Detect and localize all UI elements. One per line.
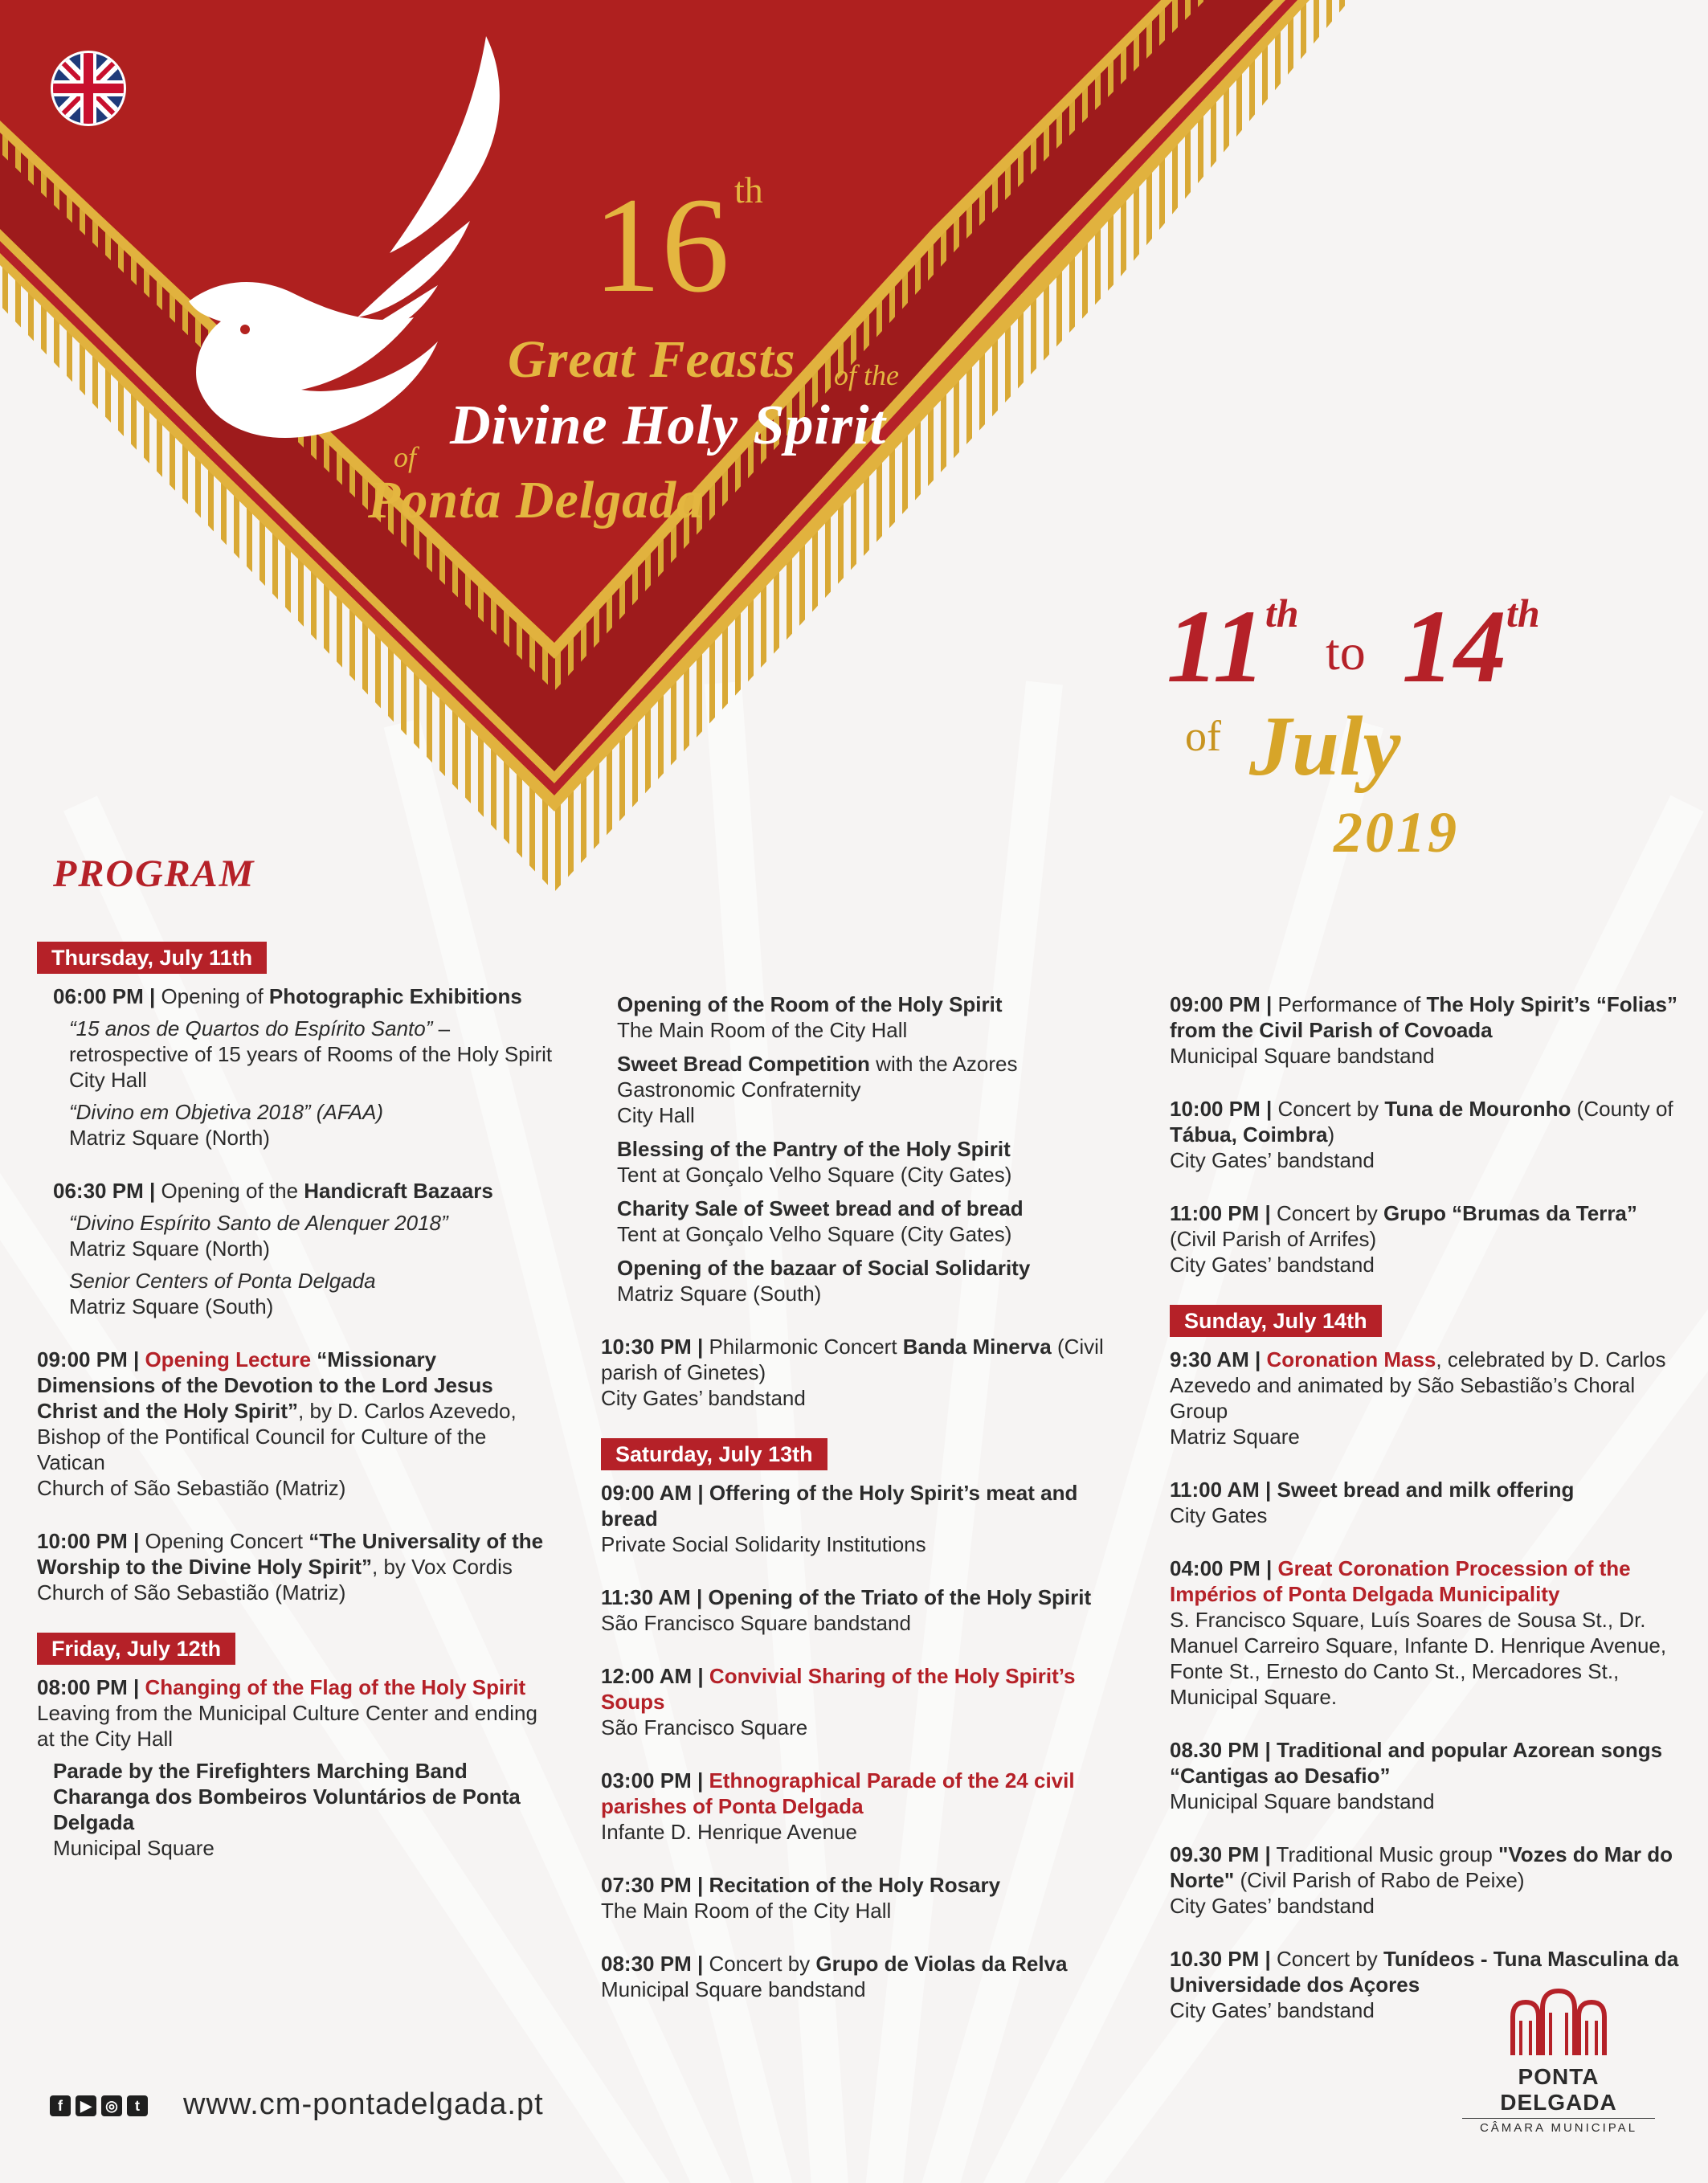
event-item: Opening of the Room of the Holy Spirit The Main Room of the City Hall: [617, 992, 1003, 1042]
event-item: 10:30 PM | Philarmonic Concert Banda Minerva (Civil parish of Ginetes) City Gates’ bandstand: [601, 1335, 1104, 1410]
title-of-the: of the: [834, 359, 899, 391]
event-item: 11:00 PM | Concert by Grupo “Brumas da Terra” (Civil Parish of Arrifes) City Gates’ bandstand: [1170, 1201, 1637, 1277]
event-item: Opening of the bazaar of Social Solidarity Matriz Square (South): [617, 1256, 1031, 1306]
twitter-icon[interactable]: t: [127, 2095, 148, 2116]
edition-number: 16 $^{th}$: [593, 170, 763, 321]
day-header-sunday: Sunday, July 14th: [1170, 1305, 1382, 1337]
event-item: Charity Sale of Sweet bread and of bread Tent at Gonçalo Velho Square (City Gates): [617, 1196, 1024, 1246]
event-item: 09:00 PM | Performance of The Holy Spirit’s “Folias” from the Civil Parish of Covoada Municipal Square bandstand: [1170, 992, 1677, 1068]
title-of: of: [394, 441, 417, 473]
year: 2019: [1334, 800, 1459, 865]
event-item: 11:30 AM | Opening of the Triato of the Holy Spirit São Francisco Square bandstand: [601, 1585, 1092, 1635]
event-item: 09:00 PM | Opening Lecture “Missionary Dimensions of the Devotion to the Lord Jesus Christ and the Holy Spirit”, by D. Carlos Azevedo, Bishop of the Pontifical Council for Culture of the Vatican Church of São Sebastião (Matriz): [37, 1347, 517, 1500]
event-item: 10:00 PM | Opening Concert “The Universality of the Worship to the Divine Holy Spirit”, by Vox Cordis Church of São Sebastião (Matriz): [37, 1529, 544, 1605]
event-item: 11:00 AM | Sweet bread and milk offering City Gates: [1170, 1478, 1575, 1527]
instagram-icon[interactable]: ◎: [101, 2095, 122, 2116]
logo-name: PONTA DELGADA: [1500, 2064, 1617, 2115]
social-links: [50, 2095, 148, 2116]
day-header-thursday: Thursday, July 11th: [37, 942, 267, 974]
event-item: 10:00 PM | Concert by Tuna de Mouronho (County of Tábua, Coimbra) City Gates’ bandstand: [1170, 1097, 1673, 1172]
youtube-icon[interactable]: ▶: [76, 2095, 96, 2116]
event-item: 06:00 PM | Opening of Photographic Exhibitions “15 anos de Quartos do Espírito Santo” – retrospective of 15 years of Rooms of the Holy Spirit City Hall “Divino em Objetiva 2018” (AFAA) Matriz Square (North): [53, 984, 553, 1150]
event-item: 08:30 PM | Concert by Grupo de Violas da Relva Municipal Square bandstand: [601, 1952, 1068, 2001]
program-column-2: [601, 991, 1131, 2030]
day-header-friday: Friday, July 12th: [37, 1633, 235, 1665]
event-item: 06:30 PM | Opening of the Handicraft Bazaars “Divino Espírito Santo de Alenquer 2018” Matriz Square (North) Senior Centers of Ponta Delgada Matriz Square (South): [53, 1179, 493, 1318]
event-item: 12:00 AM | Convivial Sharing of the Holy Spirit’s Soups São Francisco Square: [601, 1664, 1076, 1739]
friday-sub-events: [601, 991, 1131, 1306]
event-item: Blessing of the Pantry of the Holy Spirit Tent at Gonçalo Velho Square (City Gates): [617, 1137, 1012, 1187]
logo-subtitle: CÂMARA MUNICIPAL: [1462, 2118, 1655, 2135]
title-line-2: Divine Holy Spirit: [450, 394, 886, 456]
event-item: 09.30 PM | Traditional Music group "Vozes do Mar do Norte" (Civil Parish of Rabo de Peixe) City Gates’ bandstand: [1170, 1842, 1673, 1918]
title-line-1: Great Feasts: [508, 330, 796, 389]
arches-logo-icon: [1506, 1985, 1611, 2057]
municipality-logo: [1462, 1985, 1655, 2135]
title-line-3: Ponta Delgada: [368, 471, 705, 529]
day-header-saturday: Saturday, July 13th: [601, 1438, 827, 1470]
dove-icon: [173, 36, 550, 454]
start-date: 11th: [1167, 589, 1299, 705]
date-to: to: [1326, 623, 1366, 681]
program-column-3: [1170, 991, 1684, 2050]
event-item: 07:30 PM | Recitation of the Holy Rosary The Main Room of the City Hall: [601, 1873, 1001, 1923]
program-column-1: [37, 942, 559, 1888]
event-item: 10.30 PM | Concert by Tunídeos - Tuna Masculina da Universidade dos Açores City Gates’ bandstand: [1170, 1947, 1679, 2022]
uk-flag-icon[interactable]: [50, 50, 127, 127]
facebook-icon[interactable]: f: [50, 2095, 71, 2116]
event-item: 03:00 PM | Ethnographical Parade of the 24 civil parishes of Ponta Delgada Infante D. Henrique Avenue: [601, 1768, 1075, 1844]
event-item: 04:00 PM | Great Coronation Procession of the Impérios of Ponta Delgada Municipality S. Francisco Square, Luís Soares de Sousa St., Dr. Manuel Carreiro Square, Infante D. Henrique Avenue, Fonte St., Ernesto do Canto St., Mercadores St., Municipal Square.: [1170, 1556, 1667, 1709]
event-item: 08.30 PM | Traditional and popular Azorean songs “Cantigas ao Desafio” Municipal Square bandstand: [1170, 1738, 1663, 1813]
event-item: 08:00 PM | Changing of the Flag of the Holy Spirit Leaving from the Municipal Culture Center and ending at the City Hall Parade by the Firefighters Marching Band Charanga dos Bombeiros Voluntários de Ponta Delgada Municipal Square: [37, 1675, 537, 1860]
program-heading: PROGRAM: [53, 852, 255, 895]
website-link[interactable]: www.cm-pontadelgada.pt: [183, 2087, 544, 2121]
month: July: [1249, 699, 1401, 793]
date-of: of: [1185, 712, 1221, 760]
event-item: Sweet Bread Competition with the Azores Gastronomic Confraternity City Hall: [617, 1052, 1018, 1127]
end-date: 14th: [1402, 589, 1540, 705]
event-item: 09:00 AM | Offering of the Holy Spirit’s meat and bread Private Social Solidarity Institutions: [601, 1481, 1078, 1556]
event-item: 9:30 AM | Coronation Mass, celebrated by D. Carlos Azevedo and animated by São Sebastião’s Choral Group Matriz Square: [1170, 1347, 1666, 1449]
